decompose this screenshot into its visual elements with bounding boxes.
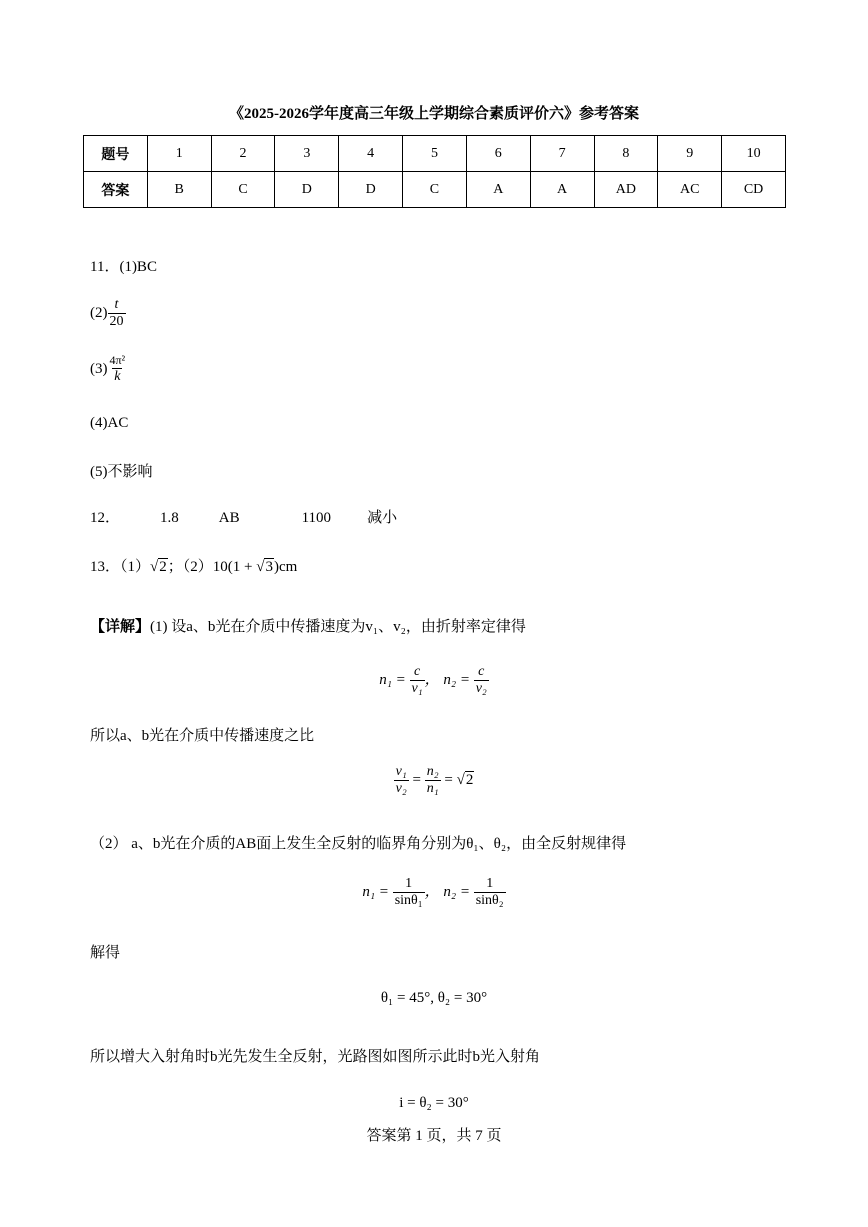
question-number: 5 [403, 136, 467, 172]
sqrt-2: √2 [456, 772, 474, 789]
equation-incident-angle: i = θ₂ = 30° [399, 1095, 469, 1111]
sqrt-2: √2 [150, 559, 167, 575]
part2-text: （2） a、b光在介质的AB面上发生全反射的临界角分别为θ₁、θ₂，由全反射规律得 [90, 836, 627, 852]
equation-critical-angles: θ₁ = 45°, θ₂ = 30° [380, 990, 488, 1006]
question-number: 10 [722, 136, 786, 172]
q12-answer-2: AB [218, 510, 240, 526]
answer-cell: C [403, 172, 467, 208]
denominator: 20 [109, 314, 124, 330]
detail-intro: (1) 设a、b光在介质中传播速度为v₁、v₂，由折射率定律得 [150, 619, 526, 635]
q11-part2-prefix: (2) [90, 305, 108, 322]
fraction-n2-over-n1: $\frac{\text{n₂}}{\text{n₁}}$ [426, 764, 439, 797]
eq2-equals-2: = [440, 772, 457, 789]
answer-table [83, 135, 786, 208]
q13-coef: 10 [212, 559, 228, 575]
q11-part2 [90, 297, 126, 330]
q13-paren-open: (1 + [227, 559, 257, 575]
answer-cell: B [147, 172, 211, 208]
answer-cell: CD [722, 172, 786, 208]
q13-unit: cm [278, 559, 298, 575]
solve-text: 解得 [90, 945, 121, 961]
numerator: t [114, 297, 119, 312]
question-number: 8 [594, 136, 658, 172]
equation-total-reflection [0, 876, 868, 909]
question-number: 3 [275, 136, 339, 172]
eq1-mid: ， n₂ = [424, 672, 470, 689]
q12-answer-3: 1100 [301, 510, 332, 526]
q11-part5: (5)不影响 [90, 464, 153, 480]
answer-cell: AC [658, 172, 722, 208]
q12-answer-1: 1.8 [160, 510, 179, 526]
table-answer-label: 答案 [84, 172, 148, 208]
answer-cell: AD [594, 172, 658, 208]
fraction-c-over-v2: $\frac{c}{\text{v₂}}$ [475, 664, 487, 697]
numerator: 4π² [109, 353, 126, 367]
equation-refraction [0, 664, 868, 697]
question-number: 4 [339, 136, 403, 172]
q11-part4: (4)AC [90, 415, 129, 431]
eq2-equals: = [408, 772, 425, 789]
page-footer: 答案第 1 页，共 7 页 [366, 1128, 502, 1144]
answer-cell: C [211, 172, 275, 208]
eq3-mid: ， n₂ = [424, 884, 470, 901]
q13-prefix: 13．（1） [90, 559, 151, 575]
table-header-label: 题号 [84, 136, 148, 172]
q11-part3-prefix: (3) [90, 360, 108, 377]
sqrt-3: √3 [256, 559, 273, 575]
fraction-t-over-20 [108, 297, 126, 330]
ratio-text: 所以a、b光在介质中传播速度之比 [90, 728, 315, 744]
answer-cell: A [466, 172, 530, 208]
q12-line [90, 506, 397, 527]
page-title: 《2025-2026学年度高三年级上学期综合素质评价六》参考答案 [229, 106, 639, 122]
q13-paren-close: ) [273, 559, 279, 575]
conclusion-text: 所以增大入射角时b光先发生全反射，光路图如图所示此时b光入射角 [90, 1049, 541, 1065]
question-number: 2 [211, 136, 275, 172]
q11-part3 [90, 354, 127, 385]
q13-answer-line [90, 555, 297, 576]
q12-number: 12． [90, 510, 121, 526]
question-number: 1 [147, 136, 211, 172]
fraction-4pi2-over-k [108, 354, 128, 385]
denominator: k [114, 368, 121, 384]
answer-cell: D [339, 172, 403, 208]
detail-tag: 【详解】 [90, 619, 151, 635]
q12-answer-4: 减小 [367, 510, 398, 526]
table-row-numbers [84, 136, 786, 172]
eq3-n1: n₁ = [362, 884, 389, 901]
q13-sep: ；（2） [167, 559, 213, 575]
eq1-n1: n₁ = [379, 672, 406, 689]
question-number: 9 [658, 136, 722, 172]
q11-part1: 11．(1)BC [90, 259, 157, 275]
equation-speed-ratio [0, 764, 868, 797]
fraction-v1-over-v2: $\frac{\text{v₁}}{\text{v₂}}$ [395, 764, 407, 797]
detail-intro-line [90, 615, 526, 636]
fraction-1-over-sin-theta2: $\frac{1}{\text{sinθ₂}}$ [475, 876, 504, 909]
question-number: 6 [466, 136, 530, 172]
question-number: 7 [530, 136, 594, 172]
answer-cell: D [275, 172, 339, 208]
table-row-answers [84, 172, 786, 208]
fraction-1-over-sin-theta1: $\frac{1}{\text{sinθ₁}}$ [394, 876, 423, 909]
fraction-c-over-v1: $\frac{c}{\text{v₁}}$ [411, 664, 423, 697]
answer-cell: A [530, 172, 594, 208]
